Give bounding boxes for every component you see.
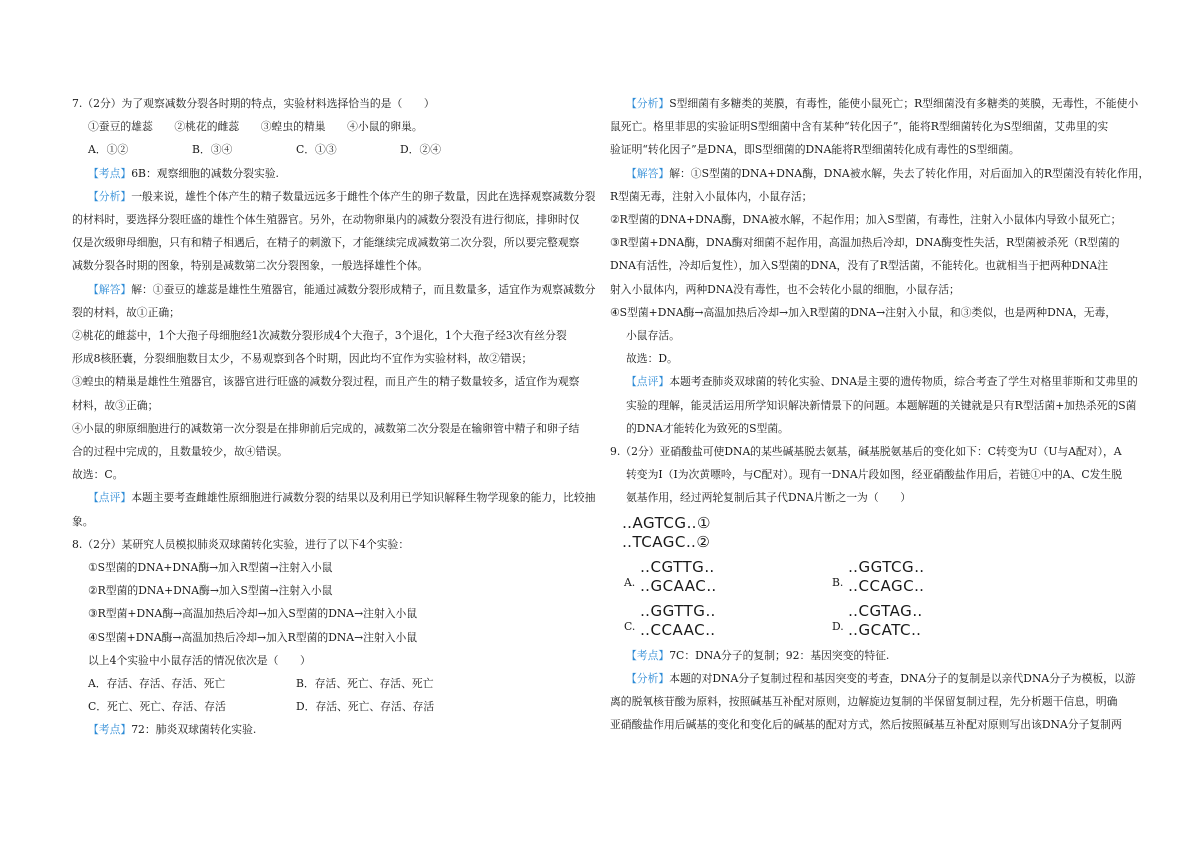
q8-question: 以上4个实验中小鼠存活的情况依次是（ ）: [88, 653, 311, 667]
q8-kaodian: [72, 718, 592, 741]
dianping-tag: 【点评】: [626, 375, 670, 389]
q7-kaodian: [72, 162, 592, 185]
jieda-tag: 【解答】: [88, 282, 132, 296]
q7-fenxi-text-1: 一般来说，雄性个体产生的精子数量远远多于雌性个体产生的卵子数量，因此在选择观察减数分裂: [131, 189, 596, 203]
fenxi-tag: 【分析】: [88, 189, 132, 203]
q7-jieda-text-6: 材料，故③正确；: [72, 398, 159, 412]
kaodian-tag: 【考点】: [88, 166, 132, 180]
q8-exp-4: ④S型菌+DNA酶→高温加热后冷却→加入R型菌的DNA→注射入小鼠: [88, 630, 418, 644]
q9-option-b: [818, 558, 1018, 598]
q7-option-b: B．③④: [192, 143, 233, 157]
q8-jieda-text-3: ②R型菌的DNA+DNA酶，DNA被水解，不起作用；加入S型菌，有毒性，注射入小鼠体内导致小鼠死亡；: [610, 213, 1122, 227]
q7-items: ①蚕豆的雄蕊 ②桃花的雌蕊 ③蝗虫的精巢 ④小鼠的卵巢。: [88, 120, 423, 134]
kaodian-tag: 【考点】: [626, 648, 670, 662]
q8-dianping-text-1: 本题考查肺炎双球菌的转化实验、DNA是主要的遗传物质，综合考查了学生对格里菲斯和艾弗里的: [669, 375, 1138, 389]
q8-jieda-text-5: DNA有活性，冷却后复性），加入S型菌的DNA，没有了R型活菌，不能转化。也就相当于把两种DNA注: [610, 259, 1109, 273]
q7-dianping-text-1: 本题主要考查雌雄性原细胞进行减数分裂的结果以及利用已学知识解释生物学现象的能力，比较抽: [131, 491, 596, 505]
q8-jieda-text-8: 小鼠存活。: [626, 329, 680, 343]
q8-jieda: [610, 162, 1150, 185]
dianping-tag: 【点评】: [88, 491, 132, 505]
q8-stem: 8.（2分）某研究人员模拟肺炎双球菌转化实验，进行了以下4个实验：: [72, 537, 410, 551]
q7-fenxi-text-3: 仅是次级卵母细胞，只有和精子相遇后，在精子的刺激下，才能继续完成减数第二次分裂，所以要完整观察: [72, 236, 580, 250]
q8-options-cd: [72, 695, 592, 718]
q9-options: [610, 558, 1130, 644]
q9-option-a-top: ‥CGTTG‥: [640, 557, 715, 576]
q8-jieda-text-6: 射入小鼠体内，两种DNA没有毒性，也不会转化小鼠的细胞，小鼠存活；: [610, 282, 960, 296]
q7-option-d: D．②④: [400, 143, 442, 157]
q9-option-d-seq: [848, 602, 923, 640]
q8-jieda-text-2: R型菌无毒，注射入小鼠体内，小鼠存活；: [610, 189, 813, 203]
q8-kaodian-text: 72：肺炎双球菌转化实验.: [131, 723, 257, 737]
q7-jieda-text-2: 裂的材料，故①正确；: [72, 305, 180, 319]
q7-answer: 故选：C。: [72, 468, 124, 482]
q8-option-a: A．存活、存活、存活、死亡: [88, 677, 226, 691]
q9-fenxi-text-3: 亚硝酸盐作用后碱基的变化和变化后的碱基的配对方式，然后按照碱基互补配对原则写出该DNA分子复制两: [610, 718, 1122, 732]
q7-jieda-text-3: ②桃花的雌蕊中，1个大孢子母细胞经1次减数分裂形成4个大孢子，3个退化，1个大孢子经3次有丝分裂: [72, 329, 567, 343]
q8-exp-2: ②R型菌的DNA+DNA酶→加入S型菌→注射入小鼠: [88, 584, 333, 598]
q7-jieda-text-1: 解：①蚕豆的雄蕊是雄性生殖器官，能通过减数分裂形成精子，而且数量多，适宜作为观察减数分: [131, 282, 596, 296]
q8-exp-1: ①S型菌的DNA+DNA酶→加入R型菌→注射入小鼠: [88, 561, 333, 575]
q9-option-c-bot: ‥CCAAC‥: [640, 620, 716, 639]
q9-fenxi-text-2: 离的脱氧核苷酸为原料，按照碱基互补配对原则，边解旋边复制的半保留复制过程，先分析题干信息，明确: [610, 695, 1118, 709]
q9-kaodian: [610, 644, 1130, 667]
q9-option-c-seq: [640, 602, 716, 640]
q8-exp-3: ③R型菌+DNA酶→高温加热后冷却→加入S型菌的DNA→注射入小鼠: [88, 607, 418, 621]
q7-fenxi: [72, 185, 596, 208]
q9-option-d-top: ‥CGTAG‥: [848, 601, 923, 620]
q9-option-b-top: ‥GGTCG‥: [848, 557, 925, 576]
q9-option-c: [610, 602, 810, 642]
q7-dianping: [72, 486, 596, 509]
q9-option-b-seq: [848, 558, 925, 596]
q9-option-b-label: B.: [832, 575, 844, 589]
q8-dianping: [610, 370, 1138, 393]
q9-stem-3: 氨基作用，经过两轮复制后其子代DNA片断之一为（ ）: [626, 491, 912, 505]
q8-options-ab: [72, 672, 592, 695]
q9-stem-1: 9.（2分）亚硝酸盐可使DNA的某些碱基脱去氨基，碱基脱氨基后的变化如下：C转变为U（U与A配对），A: [610, 445, 1122, 459]
q8-dianping-text-3: 的DNA才能转化为致死的S型菌。: [626, 421, 789, 435]
q9-option-d-bot: ‥GCATC‥: [848, 620, 922, 639]
fenxi-tag: 【分析】: [626, 671, 670, 685]
q7-options: [72, 138, 592, 161]
q9-option-b-bot: ‥CCAGC‥: [848, 576, 925, 595]
q7-stem: 7.（2分）为了观察减数分裂各时期的特点，实验材料选择恰当的是（ ）: [72, 97, 435, 110]
q7-jieda: [72, 278, 596, 301]
jieda-tag: 【解答】: [626, 166, 670, 180]
q9-fenxi-text-1: 本题的对DNA分子复制过程和基因突变的考查，DNA分子的复制是以亲代DNA分子为模板，以游: [669, 671, 1136, 685]
fenxi-tag: 【分析】: [626, 97, 670, 110]
q9-fenxi: [610, 667, 1136, 690]
q9-kaodian-text: 7C：DNA分子的复制；92：基因突变的特征.: [669, 648, 890, 662]
q9-option-a-seq: [640, 558, 717, 596]
q9-option-d-label: D.: [832, 619, 844, 633]
q9-dna-strand-2: ‥TCAGC‥②: [622, 532, 711, 551]
q9-option-a: [610, 558, 810, 598]
left-column: [72, 92, 596, 742]
q8-option-b: B．存活、死亡、存活、死亡: [296, 677, 434, 691]
kaodian-tag: 【考点】: [88, 723, 132, 737]
q9-option-c-label: C.: [624, 619, 636, 633]
q9-stem-2: 转变为I（I为次黄嘌呤，与C配对）。现有一DNA片段如图，经亚硝酸盐作用后，若链①中的A、C发生脱: [626, 468, 1123, 482]
q7-jieda-text-5: ③蝗虫的精巢是雄性生殖器官，该器官进行旺盛的减数分裂过程，而且产生的精子数量较多，适宜作为观察: [72, 375, 580, 389]
q9-dna-figure: [610, 514, 1130, 552]
q8-fenxi-text-2: 鼠死亡。格里菲思的实验证明S型细菌中含有某种“转化因子”，能将R型细菌转化为S型细菌，艾弗里的实: [610, 120, 1109, 134]
q7-fenxi-text-2: 的材料时，要选择分裂旺盛的雄性个体生殖器官。另外，在动物卵巢内的减数分裂没有进行彻底，排卵时仅: [72, 213, 580, 227]
q7-jieda-text-4: 形成8核胚囊，分裂细胞数目太少，不易观察到各个时期，因此均不宜作为实验材料，故②错误；: [72, 352, 533, 366]
q8-jieda-text-7: ④S型菌+DNA酶→高温加热后冷却→加入R型菌的DNA→注射入小鼠，和③类似，也是两种DNA，无毒，: [610, 305, 1117, 319]
q9-option-c-top: ‥GGTTG‥: [640, 601, 716, 620]
q8-fenxi: [610, 92, 1139, 115]
q7-fenxi-text-4: 减数分裂各时期的图象，特别是减数第二次分裂图象，一般选择雄性个体。: [72, 259, 429, 273]
q7-kaodian-text: 6B：观察细胞的减数分裂实验.: [131, 166, 279, 180]
q8-jieda-text-1: 解：①S型菌的DNA+DNA酶，DNA被水解，失去了转化作用，对后面加入的R型菌没有转化作用，: [669, 166, 1150, 180]
q8-option-d: D．存活、死亡、存活、存活: [296, 700, 435, 714]
q7-jieda-text-7: ④小鼠的卵原细胞进行的减数第一次分裂是在排卵前后完成的，减数第二次分裂是在输卵管中精子和卵子结: [72, 421, 580, 435]
q9-option-d: [818, 602, 1018, 642]
q8-answer: 故选：D。: [626, 352, 678, 366]
q8-jieda-text-4: ③R型菌+DNA酶，DNA酶对细菌不起作用，高温加热后冷却，DNA酶变性失活，R型菌被杀死（R型菌的: [610, 236, 1120, 250]
q9-dna-strand-1: ‥AGTCG‥①: [622, 513, 711, 532]
q9-option-a-bot: ‥GCAAC‥: [640, 576, 717, 595]
q7-option-a: A．①②: [88, 143, 129, 157]
q7-option-c: C．①③: [296, 143, 337, 157]
q7-dianping-text-2: 象。: [72, 514, 94, 528]
right-column: [610, 92, 1150, 736]
q8-fenxi-text-3: 验证明“转化因子”是DNA，即S型细菌的DNA能将R型细菌转化成有毒性的S型细菌。: [610, 143, 1020, 157]
q9-option-a-label: A.: [624, 575, 636, 589]
q7-jieda-text-8: 合的过程中完成的，且数量较少，故④错误。: [72, 445, 288, 459]
q8-dianping-text-2: 实验的理解，能灵活运用所学知识解决新情景下的问题。本题解题的关键就是只有R型活菌+加热杀死的S菌: [626, 398, 1137, 412]
q8-fenxi-text-1: S型细菌有多糖类的荚膜，有毒性，能使小鼠死亡；R型细菌没有多糖类的荚膜，无毒性，不能使小: [669, 97, 1139, 110]
q8-option-c: C．死亡、死亡、存活、存活: [88, 700, 226, 714]
